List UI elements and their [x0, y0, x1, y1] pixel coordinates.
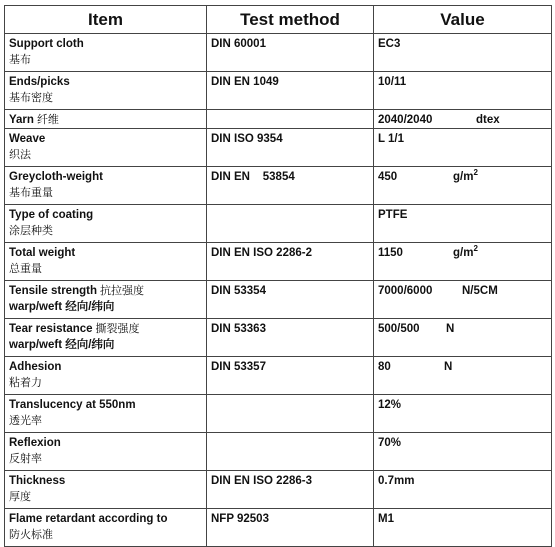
value-text: 7000/6000	[378, 285, 433, 297]
item-cell	[5, 110, 207, 129]
value-text: 0.7mm	[378, 475, 415, 487]
table-row	[5, 129, 552, 167]
value-text: EC3	[378, 38, 401, 50]
item-cell	[5, 357, 207, 395]
value-cell	[374, 129, 552, 167]
item-cell	[5, 395, 207, 433]
value-text: 80	[378, 361, 391, 373]
table-row	[5, 433, 552, 471]
value-unit: N	[446, 323, 455, 335]
item-name-en: Weave	[9, 133, 46, 145]
item-name-zh: 粘着力	[9, 377, 42, 389]
table-row	[5, 281, 552, 319]
table-row	[5, 509, 552, 547]
value-text: 2040/2040	[378, 114, 433, 126]
item-cell	[5, 509, 207, 547]
item-name-en: Support cloth	[9, 38, 84, 50]
item-name-en: Tear resistance	[9, 323, 93, 335]
value-cell	[374, 357, 552, 395]
item-cell	[5, 433, 207, 471]
item-name-en: Type of coating	[9, 209, 94, 221]
value-unit-exponent: 2	[473, 244, 478, 253]
item-name-en: Thickness	[9, 475, 66, 487]
item-name-zh: 反射率	[9, 453, 42, 465]
item-direction: warp/weft 经向/纬向	[9, 301, 115, 313]
item-name-zh: 总重量	[9, 263, 42, 275]
value-cell	[374, 72, 552, 110]
value-cell	[374, 167, 552, 205]
item-name-zh: 织法	[9, 149, 31, 161]
item-cell	[5, 72, 207, 110]
table-row	[5, 167, 552, 205]
value-cell	[374, 319, 552, 357]
spec-table	[4, 5, 552, 547]
value-cell	[374, 395, 552, 433]
header-row	[5, 6, 552, 34]
value-cell	[374, 205, 552, 243]
item-cell	[5, 129, 207, 167]
table-row	[5, 243, 552, 281]
item-cell	[5, 167, 207, 205]
item-name-zh: 撕裂强度	[95, 323, 140, 335]
table-row	[5, 110, 552, 129]
item-name-en: Flame retardant according to	[9, 513, 168, 525]
method-cell: DIN 53357	[207, 357, 374, 395]
value-cell	[374, 509, 552, 547]
item-name-zh: 涂层种类	[9, 225, 53, 237]
item-name-zh: 透光率	[9, 415, 42, 427]
item-name-zh: 纤维	[36, 114, 59, 126]
value-unit: N	[444, 361, 453, 373]
item-cell	[5, 243, 207, 281]
table-row	[5, 395, 552, 433]
header-test-method: Test method	[207, 6, 374, 34]
item-name-zh: 基布重量	[9, 187, 53, 199]
method-cell	[207, 205, 374, 243]
method-cell	[207, 395, 374, 433]
method-cell: DIN ISO 9354	[207, 129, 374, 167]
table-row	[5, 72, 552, 110]
value-unit: g/m	[453, 247, 474, 259]
item-cell	[5, 281, 207, 319]
item-name-en: Translucency at 550nm	[9, 399, 136, 411]
method-cell: DIN EN ISO 2286-3	[207, 471, 374, 509]
item-cell	[5, 34, 207, 72]
item-name-en: Reflexion	[9, 437, 61, 449]
value-cell	[374, 243, 552, 281]
item-name-en: Greycloth-weight	[9, 171, 103, 183]
item-cell	[5, 319, 207, 357]
value-cell	[374, 433, 552, 471]
table-row	[5, 471, 552, 509]
value-text: 450	[378, 171, 398, 183]
value-cell	[374, 34, 552, 72]
value-text: 70%	[378, 437, 402, 449]
value-text: PTFE	[378, 209, 408, 221]
item-name-en: Adhesion	[9, 361, 62, 373]
item-cell	[5, 471, 207, 509]
method-cell: DIN EN 1049	[207, 72, 374, 110]
item-name-zh: 厚度	[9, 491, 31, 503]
item-name-zh: 基布	[9, 54, 31, 66]
value-text: L 1/1	[378, 133, 404, 145]
item-direction: warp/weft 经向/纬向	[9, 339, 115, 351]
header-value: Value	[374, 6, 552, 34]
value-text: 500/500	[378, 323, 420, 335]
value-text: M1	[378, 513, 394, 525]
table-row	[5, 357, 552, 395]
value-text: 10/11	[378, 76, 407, 88]
item-name-en: Yarn	[9, 114, 34, 126]
item-name-en: Ends/picks	[9, 76, 70, 88]
method-cell	[207, 110, 374, 129]
method-cell	[207, 433, 374, 471]
table-row	[5, 205, 552, 243]
value-unit: dtex	[476, 114, 500, 126]
item-name-zh: 基布密度	[9, 92, 53, 104]
item-name-en: Total weight	[9, 247, 76, 259]
value-text: 12%	[378, 399, 402, 411]
item-name-zh: 抗拉强度	[99, 285, 144, 297]
item-cell	[5, 205, 207, 243]
table-row	[5, 34, 552, 72]
header-item: Item	[5, 6, 207, 34]
method-cell: DIN EN ISO 2286-2	[207, 243, 374, 281]
item-name-zh: 防火标准	[9, 529, 53, 541]
value-text: 1150	[378, 247, 403, 259]
value-unit: g/m	[453, 171, 474, 183]
value-cell	[374, 110, 552, 129]
value-unit-exponent: 2	[473, 168, 478, 177]
value-unit: N/5CM	[462, 285, 498, 297]
method-cell: DIN 60001	[207, 34, 374, 72]
value-cell	[374, 281, 552, 319]
value-cell	[374, 471, 552, 509]
method-cell: DIN 53363	[207, 319, 374, 357]
table-row	[5, 319, 552, 357]
spec-table-wrapper	[4, 5, 552, 547]
method-cell: DIN EN 53854	[207, 167, 374, 205]
method-cell: DIN 53354	[207, 281, 374, 319]
method-cell: NFP 92503	[207, 509, 374, 547]
item-name-en: Tensile strength	[9, 285, 97, 297]
